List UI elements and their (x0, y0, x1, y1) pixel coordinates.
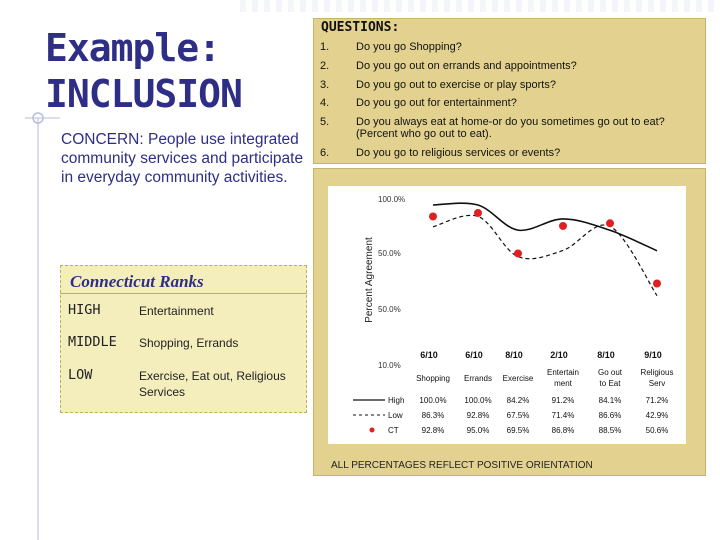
x-category-label: Serv (648, 379, 666, 388)
questions-panel (313, 18, 706, 164)
rank-label: 8/10 (505, 350, 523, 360)
table-cell: 69.5% (506, 426, 530, 435)
table-cell: 50.6% (645, 426, 669, 435)
question-text: Do you go to religious services or events? (356, 147, 561, 159)
question-number: 3. (320, 79, 330, 91)
question-text: Do you go out on errands and appointments? (356, 60, 577, 72)
legend-label-high: High (388, 396, 405, 405)
y-axis-label: Percent Agreement (364, 237, 375, 323)
table-cell: 91.2% (551, 396, 575, 405)
table-cell: 100.0% (419, 396, 447, 405)
table-cell: 86.3% (421, 411, 445, 420)
rank-low-value: Exercise, Eat out, Religious Services (139, 369, 286, 399)
footnote: ALL PERCENTAGES REFLECT POSITIVE ORIENTATION (331, 460, 593, 471)
decorative-pattern (240, 0, 720, 12)
table-cell: 84.1% (598, 396, 622, 405)
x-category-label: Go out (597, 368, 623, 377)
y-tick-label: 100.0% (378, 195, 406, 204)
page-title-line1: Example: (45, 26, 221, 70)
rank-high-label: HIGH (68, 302, 101, 318)
page-title-line2: INCLUSION (45, 72, 242, 116)
rank-label: 9/10 (644, 350, 662, 360)
table-cell: 67.5% (506, 411, 530, 420)
question-text: Do you always eat at home-or do you sometimes go out to eat? (Percent who go out to eat). (356, 116, 665, 140)
x-category-label: Exercise (502, 374, 534, 383)
question-number: 4. (320, 97, 330, 109)
table-cell: 100.0% (464, 396, 492, 405)
chart-area (328, 186, 686, 444)
table-cell: 84.2% (506, 396, 530, 405)
rank-label: 6/10 (465, 350, 483, 360)
concern-text: CONCERN: People use integrated community services and participate in everyday community activities. (61, 131, 304, 186)
table-cell: 86.8% (551, 426, 575, 435)
legend-label-low: Low (388, 411, 403, 420)
rank-middle-label: MIDDLE (68, 334, 117, 350)
x-category-label: ment (554, 379, 572, 388)
x-category-label: Religious (640, 368, 674, 377)
table-cell: 42.9% (645, 411, 669, 420)
y-tick-label: 10.0% (378, 361, 401, 370)
rank-middle-value: Shopping, Errands (139, 336, 239, 350)
rank-low-label: LOW (68, 367, 93, 383)
question-number: 1. (320, 41, 330, 53)
question-number: 6. (320, 147, 330, 159)
rank-label: 6/10 (420, 350, 438, 360)
ranks-divider (60, 293, 307, 294)
rank-label: 8/10 (597, 350, 615, 360)
rank-high-value: Entertainment (139, 304, 214, 318)
questions-title: QUESTIONS: (321, 20, 400, 35)
x-category-label: Shopping (416, 374, 450, 383)
legend-label-ct: CT (388, 426, 399, 435)
x-category-label: Errands (463, 374, 493, 383)
question-number: 2. (320, 60, 330, 72)
question-number: 5. (320, 116, 330, 128)
question-text: Do you go out to exercise or play sports? (356, 79, 556, 91)
table-cell: 88.5% (598, 426, 622, 435)
question-text: Do you go Shopping? (356, 41, 462, 53)
ranks-title: Connecticut Ranks (70, 272, 204, 291)
y-tick-label: 50.0% (378, 305, 401, 314)
rank-label: 2/10 (550, 350, 568, 360)
y-tick-label: 50.0% (378, 249, 401, 258)
x-category-label: to Eat (599, 379, 621, 388)
x-category-label: Entertain (546, 368, 580, 377)
table-cell: 86.6% (598, 411, 622, 420)
question-text: Do you go out for entertainment? (356, 97, 517, 109)
table-cell: 71.4% (551, 411, 575, 420)
table-cell: 95.0% (466, 426, 490, 435)
table-cell: 92.8% (466, 411, 490, 420)
table-cell: 71.2% (645, 396, 669, 405)
table-cell: 92.8% (421, 426, 445, 435)
